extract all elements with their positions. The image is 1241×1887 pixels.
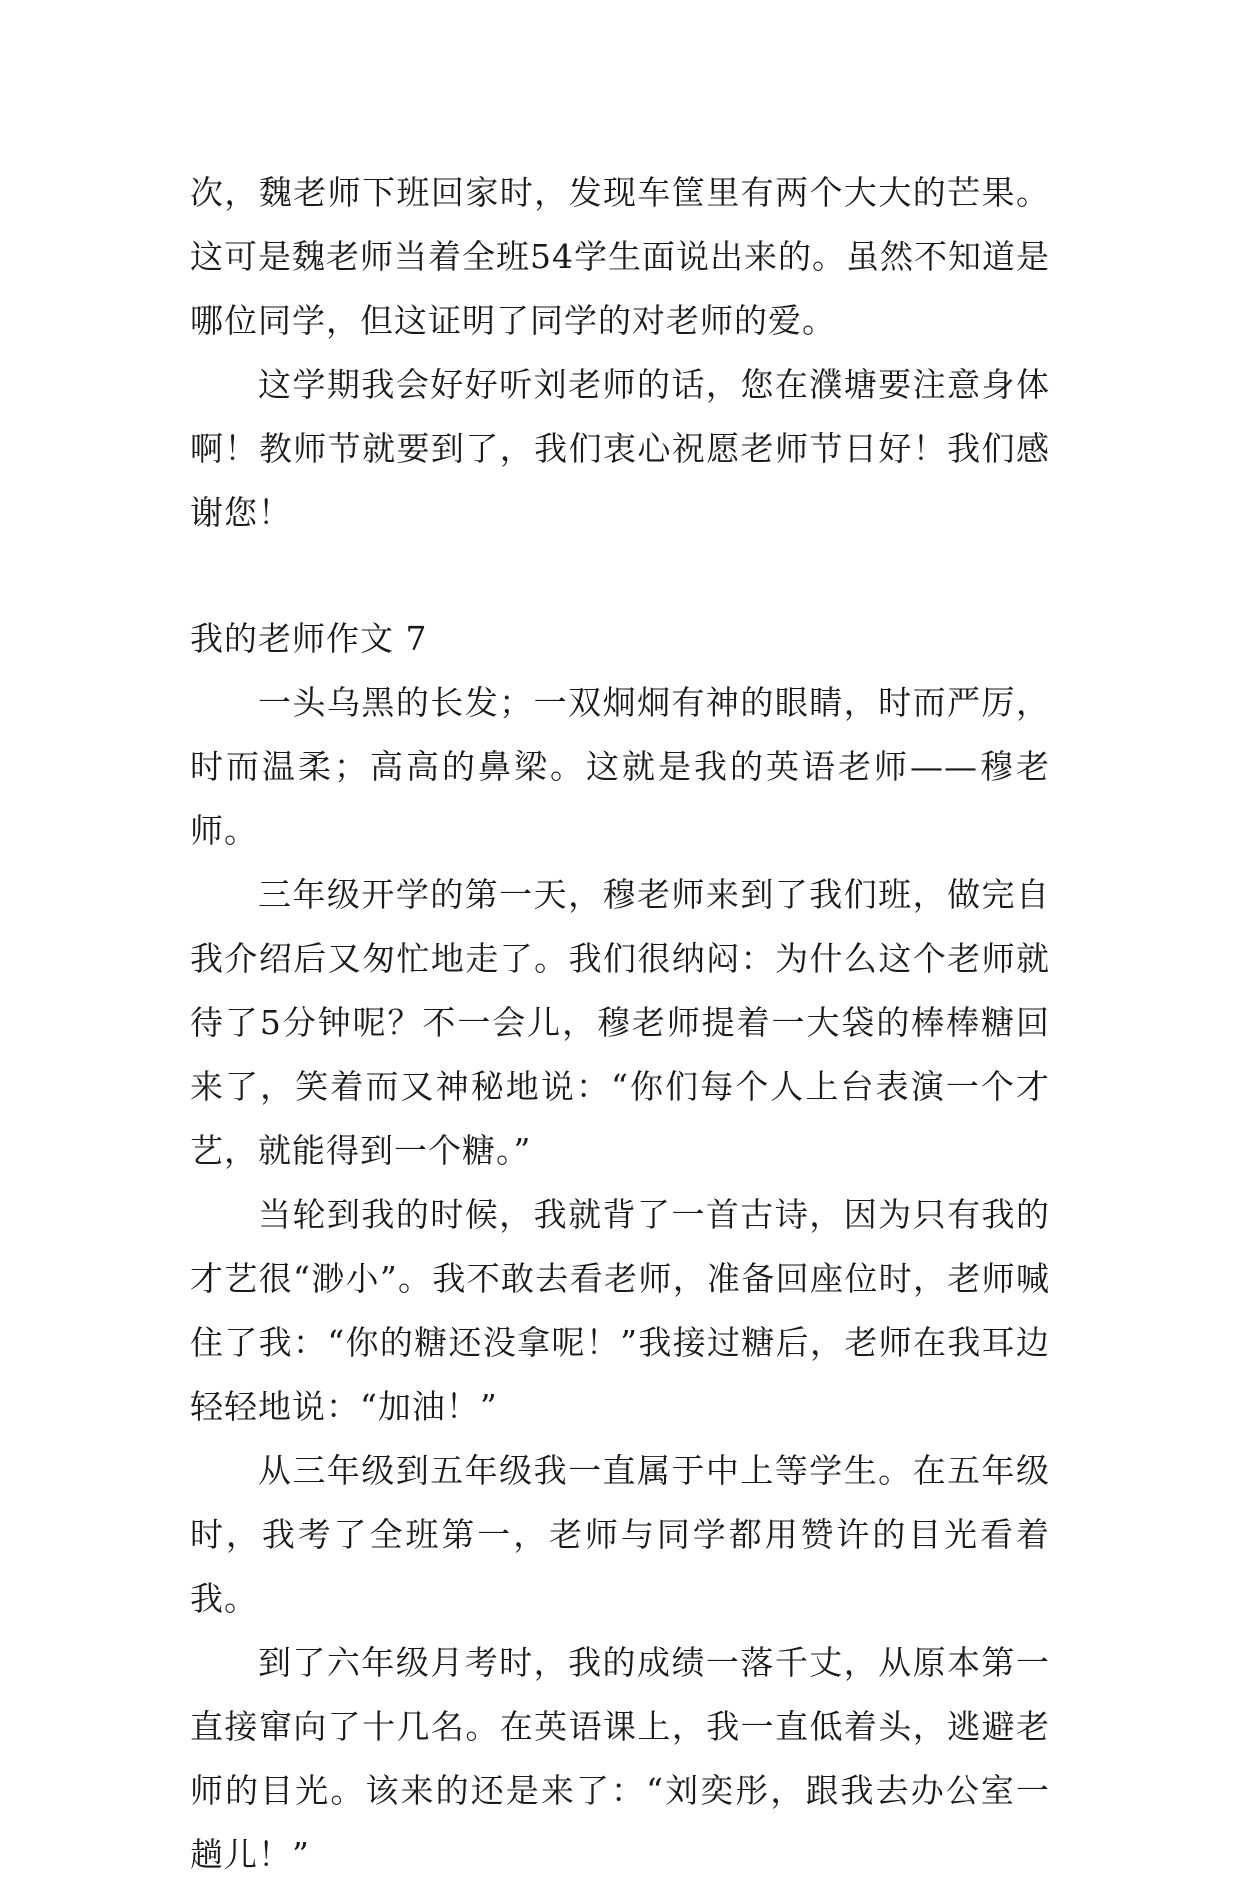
document-body bbox=[190, 161, 1050, 1887]
paragraph-closing: 这学期我会好好听刘老师的话，您在濮塘要注意身体啊！教师节就要到了，我们衷心祝愿老师节日好！我们感谢您！ bbox=[190, 365, 1050, 532]
paragraph-first-day: 三年级开学的第一天，穆老师来到了我们班，做完自我介绍后又匆忙地走了。我们很纳闷：为什么这个老师就待了5分钟呢？不一会儿，穆老师提着一大袋的棒棒糖回来了，笑着而又神秘地说：“你们每个人上台表演一个才艺，就能得到一个糖。” bbox=[190, 875, 1050, 1170]
paragraph-progress: 从三年级到五年级我一直属于中上等学生。在五年级时，我考了全班第一，老师与同学都用赞许的目光看着我。 bbox=[190, 1451, 1050, 1618]
paragraph-exam: 到了六年级月考时，我的成绩一落千丈，从原本第一直接窜向了十几名。在英语课上，我一直低着头，逃避老师的目光。该来的还是来了：“刘奕彤，跟我去办公室一趟儿！” bbox=[190, 1643, 1050, 1874]
paragraph-description: 一头乌黑的长发；一双炯炯有神的眼睛，时而严厉，时而温柔；高高的鼻梁。这就是我的英语老师——穆老师。 bbox=[190, 683, 1050, 850]
section-title: 我的老师作文 7 bbox=[190, 619, 428, 658]
paragraph-continuation: 次，魏老师下班回家时，发现车筐里有两个大大的芒果。这可是魏老师当着全班54学生面说出来的。虽然不知道是哪位同学，但这证明了同学的对老师的爱。 bbox=[190, 173, 1050, 340]
paragraph-poem: 当轮到我的时候，我就背了一首古诗，因为只有我的才艺很“渺小”。我不敢去看老师，准备回座位时，老师喊住了我：“你的糖还没拿呢！”我接过糖后，老师在我耳边轻轻地说：“加油！” bbox=[190, 1195, 1050, 1426]
section-spacer bbox=[190, 545, 1050, 607]
